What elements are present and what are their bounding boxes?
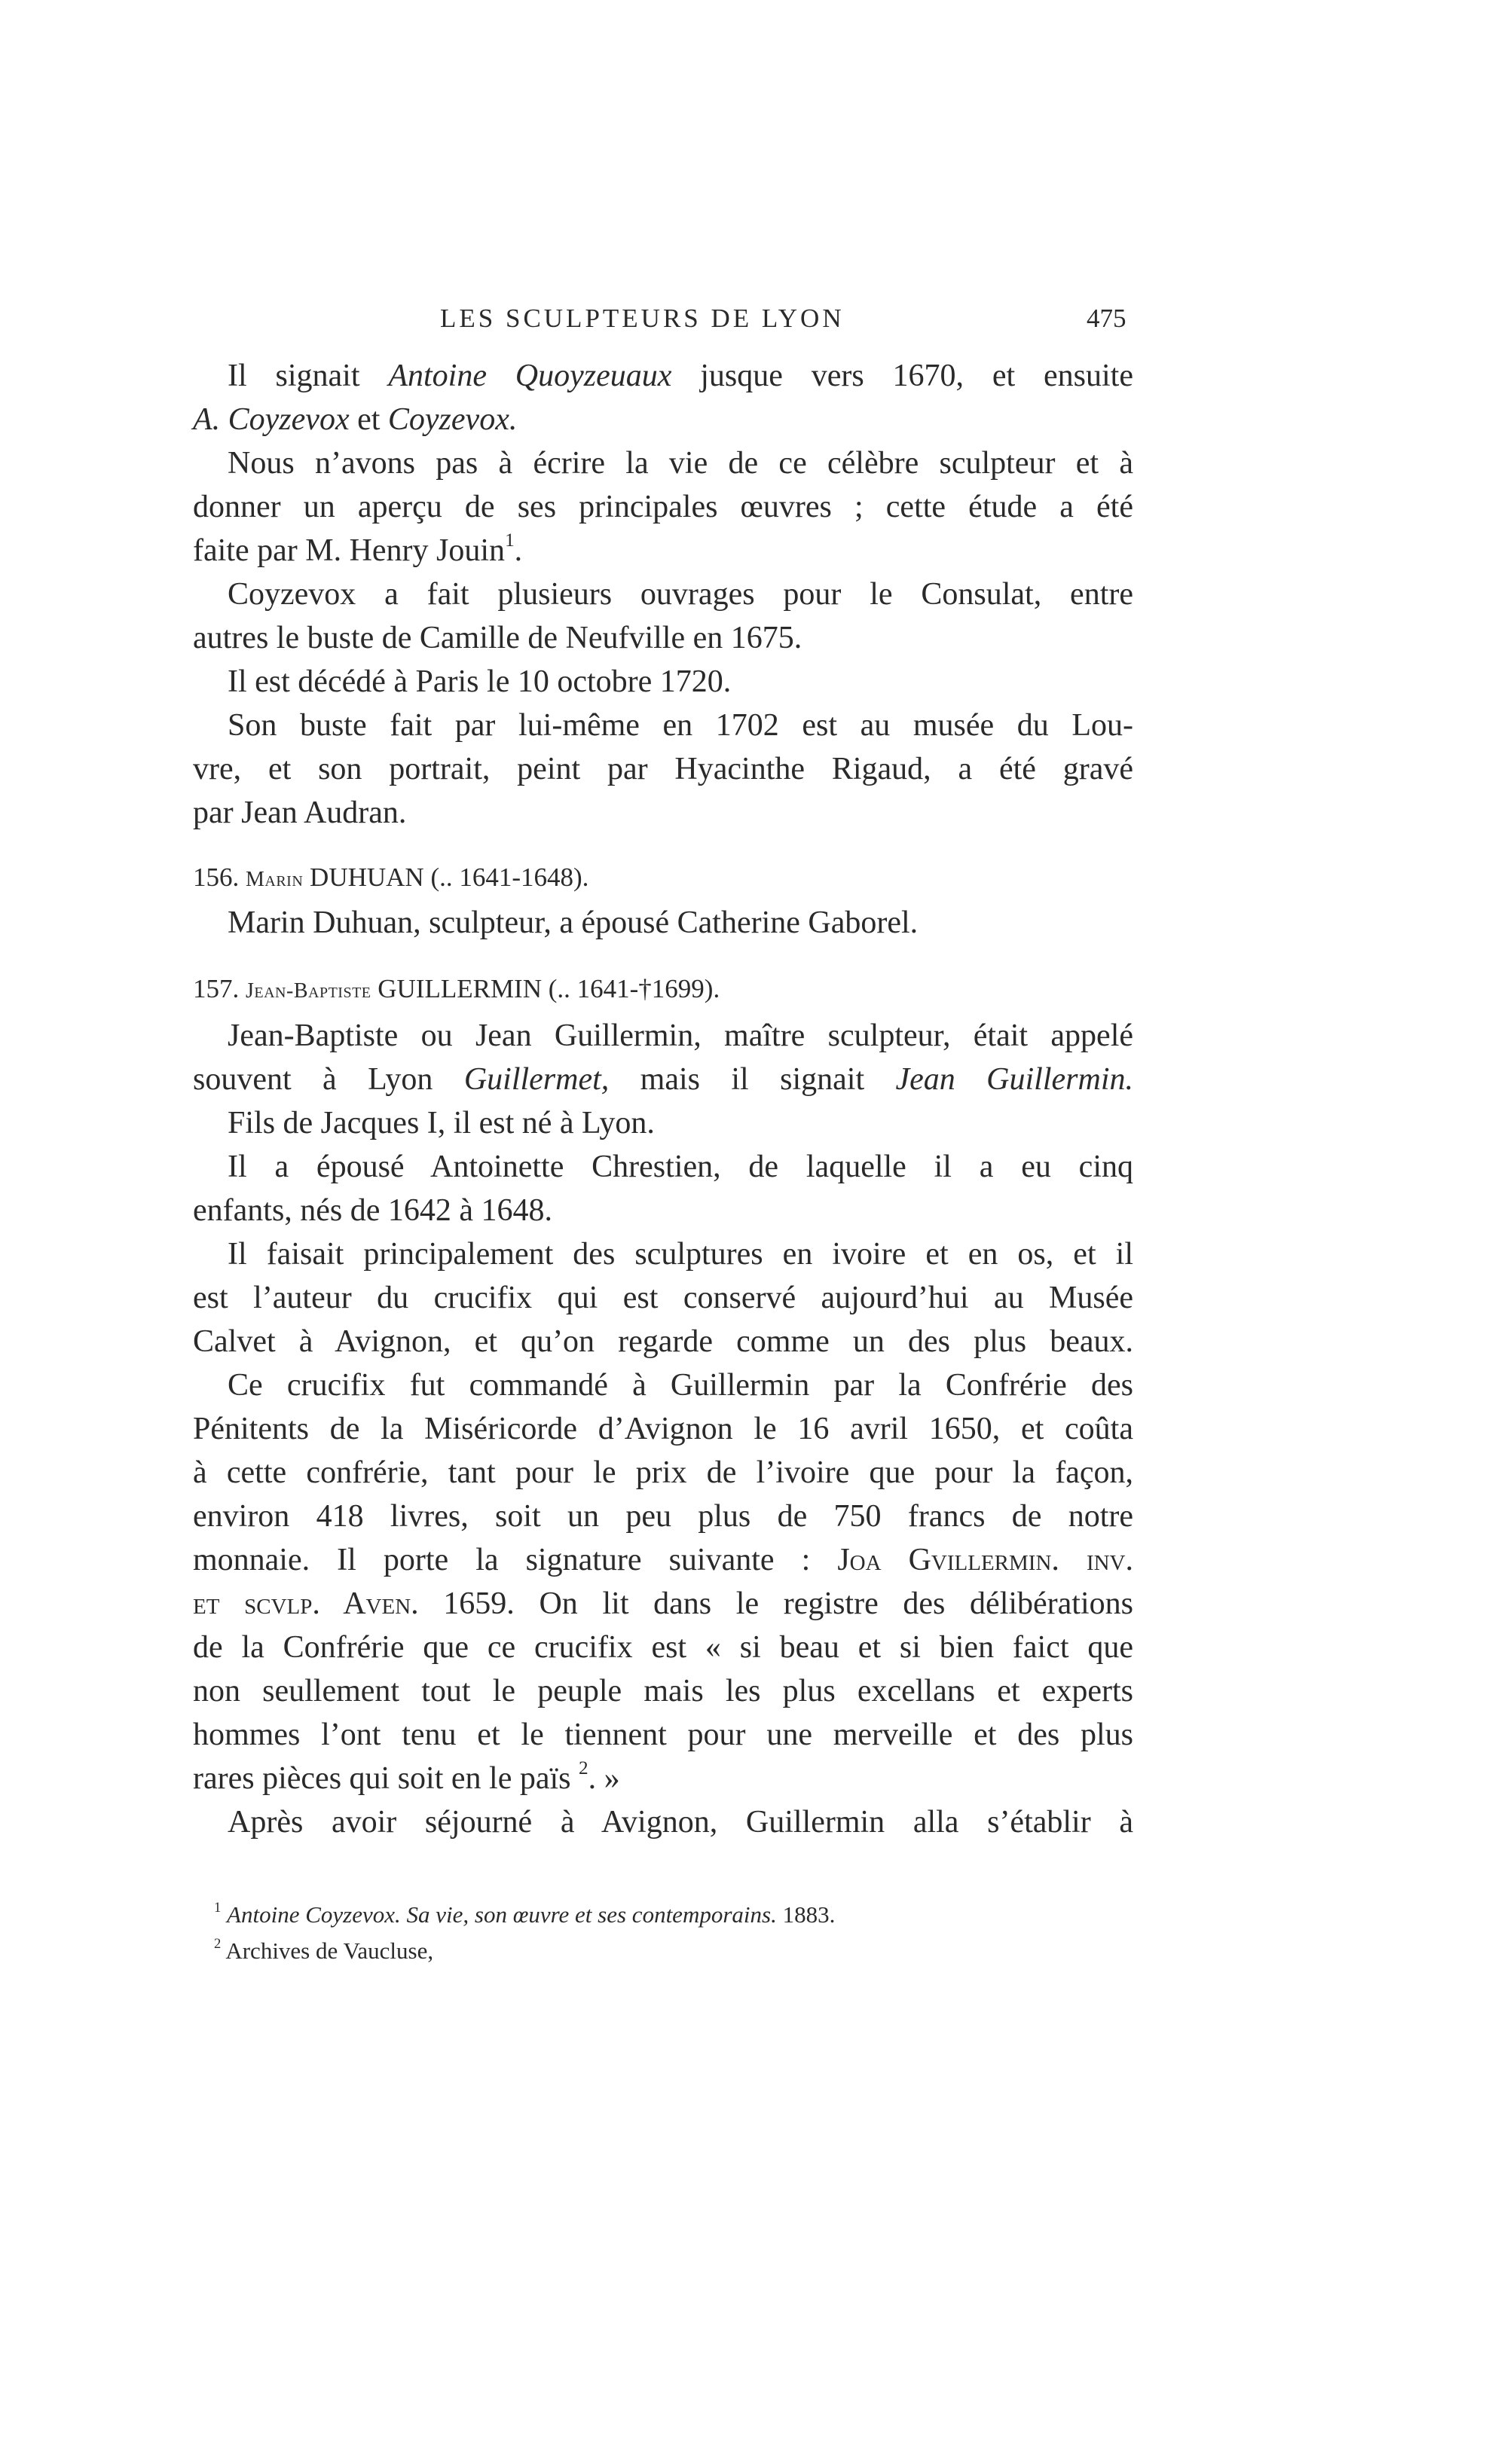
footnote-text: 1883. (776, 1901, 836, 1928)
text-line: Il a épousé Antoinette Chrestien, de laquelle il a eu cinq (228, 1150, 1133, 1184)
text-line: environ 418 livres, soit un peu plus de 750 francs de notre (193, 1499, 1133, 1534)
page-number: 475 (1087, 304, 1126, 333)
text-line: vre, et son portrait, peint par Hyacinthe Rigaud, a été gravé (193, 752, 1133, 786)
text-line: autres le buste de Camille de Neufville en 1675. (193, 621, 802, 655)
entry-name-smallcaps: Jean-Baptiste (246, 979, 371, 1003)
entry-number: 156. (193, 863, 246, 892)
text-line: hommes l’ont tenu et le tiennent pour une merveille et des plus (193, 1717, 1133, 1752)
footnote-ref: 2 (579, 1758, 588, 1779)
text-line: par Jean Audran. (193, 795, 407, 830)
footnote-mark: 2 (214, 1936, 222, 1953)
text-span: monnaie. Il porte la signature suivante : (193, 1543, 838, 1577)
text-line: est l’auteur du crucifix qui est conservé aujourd’hui au Musée (193, 1281, 1133, 1315)
text-line (193, 1058, 1133, 1101)
text-span: rares pièces qui soit en le païs (193, 1761, 571, 1796)
text-span: et (349, 402, 388, 437)
text-line: Calvet à Avignon, et qu’on regarde comme un des plus beaux. (193, 1324, 1133, 1359)
text-line: donner un aperçu de ses principales œuvres ; cette étude a été (193, 490, 1133, 524)
entry-heading-156 (193, 859, 588, 896)
italic-name: Antoine Quoyzeuaux (388, 359, 672, 393)
text-line: Jean-Baptiste ou Jean Guillermin, maître sculpteur, était appelé (228, 1018, 1133, 1053)
text-line: à cette confrérie, tant pour le prix de l’ivoire que pour la façon, (193, 1455, 1133, 1490)
text-line: Il faisait principalement des sculptures en ivoire et en os, et il (228, 1237, 1133, 1272)
text-line (193, 1582, 1133, 1626)
text-line: Pénitents de la Miséricorde d’Avignon le 16 avril 1650, et coûta (193, 1412, 1133, 1446)
text-span: . » (588, 1761, 620, 1796)
text-line (193, 1538, 1133, 1582)
text-line: Fils de Jacques I, il est né à Lyon. (228, 1106, 655, 1140)
italic-name: Jean Guillermin. (895, 1062, 1133, 1097)
text-span: 1659. On lit dans le registre des délibérations (418, 1586, 1133, 1621)
entry-heading-157 (193, 970, 720, 1008)
text-span: Il signait (228, 359, 389, 393)
text-span: faite par M. Henry Jouin (193, 533, 506, 568)
italic-name: Coyzevox. (387, 402, 518, 437)
text-span: jusque vers 1670, et ensuite (671, 359, 1133, 393)
text-line (193, 529, 1133, 572)
text-line: Il est décédé à Paris le 10 octobre 1720. (228, 664, 732, 699)
entry-name: DUHUAN (.. 1641-1648). (303, 863, 589, 892)
text-span: souvent à Lyon (193, 1062, 464, 1097)
running-title: LES SCULPTEURS DE LYON (440, 304, 845, 333)
footnote-2 (214, 1934, 433, 1968)
italic-name: Guillermet, (463, 1062, 610, 1097)
footnote-1 (214, 1898, 835, 1931)
signature-smallcaps: Joa Gvillermin. inv. (837, 1543, 1133, 1577)
entry-name: GUILLERMIN (.. 1641-†1699). (371, 974, 720, 1003)
italic-name: A. Coyzevox (193, 402, 350, 437)
text-line: de la Confrérie que ce crucifix est « si beau et si bien faict que (193, 1630, 1133, 1665)
text-line: Ce crucifix fut commandé à Guillermin par la Confrérie des (228, 1368, 1133, 1403)
text-line: non seullement tout le peuple mais les plus excellans et experts (193, 1674, 1133, 1708)
text-span: . (514, 533, 523, 568)
text-line (193, 1757, 1133, 1800)
footnote-text: Antoine Coyzevox. Sa vie, son œuvre et ses contemporains. (227, 1901, 777, 1928)
signature-smallcaps: et scvlp. Aven. (193, 1586, 419, 1621)
text-line: Nous n’avons pas à écrire la vie de ce célèbre sculpteur et à (228, 446, 1133, 481)
text-line (193, 398, 1133, 441)
text-line: Après avoir séjourné à Avignon, Guillermin alla s’établir à (228, 1805, 1133, 1840)
footnote-ref: 1 (505, 530, 515, 551)
text-span: mais il signait (609, 1062, 896, 1097)
text-line: Son buste fait par lui-même en 1702 est au musée du Lou- (228, 708, 1133, 743)
text-line: Coyzevox a fait plusieurs ouvrages pour le Consulat, entre (228, 577, 1133, 612)
text-line (228, 354, 1133, 398)
entry-number: 157. (193, 974, 246, 1003)
entry-name-smallcaps: Marin (246, 868, 304, 891)
footnote-text: Archives de Vaucluse, (225, 1937, 434, 1964)
footnote-mark: 1 (214, 1900, 222, 1916)
text-line: Marin Duhuan, sculpteur, a épousé Catherine Gaborel. (228, 905, 919, 940)
text-line: enfants, nés de 1642 à 1648. (193, 1193, 553, 1228)
